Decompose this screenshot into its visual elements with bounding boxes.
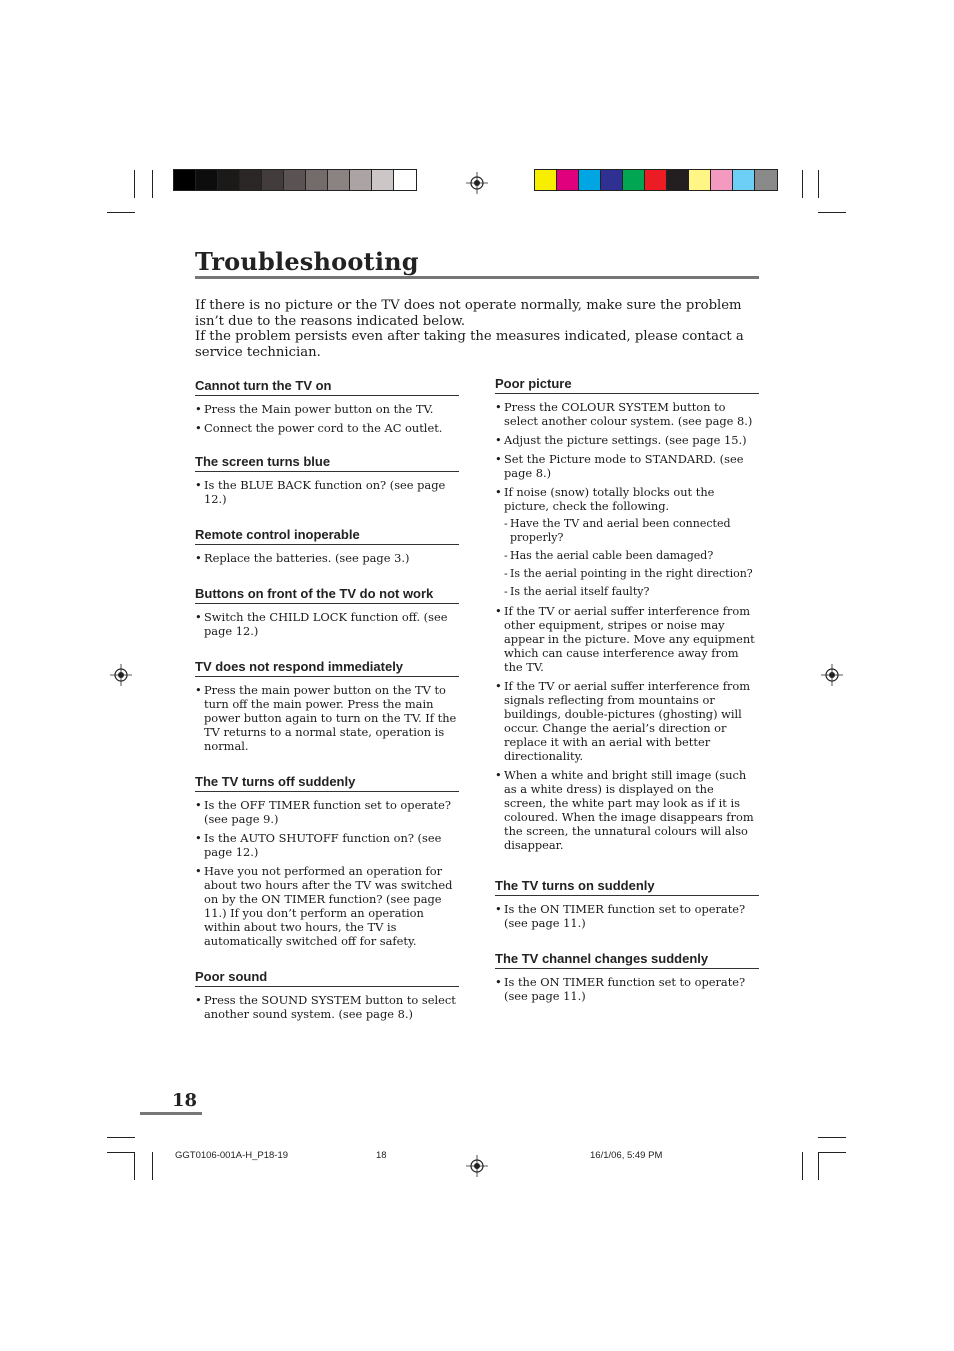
color-swatch bbox=[645, 170, 667, 190]
color-swatch bbox=[667, 170, 689, 190]
right-column bbox=[495, 376, 759, 1003]
list-item: • Is the BLUE BACK function on? (see page 12.) bbox=[195, 478, 459, 506]
section-poor-sound bbox=[195, 969, 459, 1021]
sub-list-item: - Is the aerial itself faulty? bbox=[495, 585, 759, 599]
crop-mark bbox=[107, 212, 135, 213]
crop-mark bbox=[134, 170, 135, 198]
section-heading: Poor sound bbox=[195, 969, 459, 987]
color-swatch bbox=[350, 170, 372, 190]
sub-list-item: - Have the TV and aerial been connected properly? bbox=[495, 517, 759, 545]
intro-text bbox=[195, 298, 765, 360]
list-item: • Press the COLOUR SYSTEM button to select another colour system. (see page 8.) bbox=[495, 400, 759, 428]
list-item: • Press the Main power button on the TV. bbox=[195, 402, 459, 416]
color-swatch bbox=[328, 170, 350, 190]
left-column bbox=[195, 376, 459, 1021]
list-item: • Switch the CHILD LOCK function off. (see page 12.) bbox=[195, 610, 459, 638]
footer-page: 18 bbox=[376, 1150, 387, 1161]
section-heading: The TV turns off suddenly bbox=[195, 774, 459, 792]
crop-mark bbox=[107, 1152, 135, 1153]
list-item: • Adjust the picture settings. (see page 15.) bbox=[495, 433, 759, 447]
section-buttons-not-work bbox=[195, 586, 459, 638]
color-swatch bbox=[623, 170, 645, 190]
color-swatch bbox=[601, 170, 623, 190]
section-heading: Remote control inoperable bbox=[195, 527, 459, 545]
list-item: • Set the Picture mode to STANDARD. (see page 8.) bbox=[495, 452, 759, 480]
crop-mark bbox=[802, 170, 803, 198]
section-poor-picture bbox=[495, 376, 759, 852]
list-item: • Is the ON TIMER function set to operate? (see page 11.) bbox=[495, 975, 759, 1003]
list-item: • If the TV or aerial suffer interference from signals reflecting from mountains or buildings, double-pictures (ghosting) will occur. Change the aerial’s direction or replace it with an aerial with better directionality. bbox=[495, 679, 759, 763]
color-swatch bbox=[394, 170, 416, 190]
section-screen-blue bbox=[195, 454, 459, 506]
color-swatch bbox=[174, 170, 196, 190]
section-cannot-turn-on bbox=[195, 378, 459, 435]
section-remote-inoperable bbox=[195, 527, 459, 565]
color-swatch bbox=[262, 170, 284, 190]
list-item: • When a white and bright still image (such as a white dress) is displayed on the screen, the white part may look as if it is coloured. When the image disappears from the screen, the unnatural colours will also disappear. bbox=[495, 768, 759, 852]
registration-mark-icon bbox=[821, 664, 843, 686]
section-channel-changes bbox=[495, 951, 759, 1003]
color-swatch bbox=[557, 170, 579, 190]
crop-mark bbox=[152, 1152, 153, 1180]
list-item: • Have you not performed an operation for about two hours after the TV was switched on by the ON TIMER function? (see page 11.) If you don’t perform an operation within about two hours, the TV is automatically switched off for safety. bbox=[195, 864, 459, 948]
color-swatch bbox=[535, 170, 557, 190]
color-swatch bbox=[755, 170, 777, 190]
color-swatch bbox=[372, 170, 394, 190]
footer-timestamp: 16/1/06, 5:49 PM bbox=[590, 1150, 663, 1161]
registration-mark-icon bbox=[466, 1155, 488, 1177]
page-title: Troubleshooting bbox=[195, 247, 419, 276]
grayscale-color-bar bbox=[173, 169, 417, 191]
page-number: 18 bbox=[172, 1090, 198, 1111]
list-item: • If the TV or aerial suffer interference from other equipment, stripes or noise may appear in the picture. Move any equipment which can cause interference away from the TV. bbox=[495, 604, 759, 674]
intro-paragraph: If there is no picture or the TV does not operate normally, make sure the problem isn’t due to the reasons indicated below. bbox=[195, 298, 742, 329]
page-number-underline bbox=[140, 1112, 202, 1115]
section-turns-off bbox=[195, 774, 459, 948]
crop-mark bbox=[802, 1152, 803, 1180]
list-item: • Connect the power cord to the AC outlet. bbox=[195, 421, 459, 435]
color-swatch bbox=[689, 170, 711, 190]
color-swatch bbox=[711, 170, 733, 190]
list-item: • Press the SOUND SYSTEM button to select another sound system. (see page 8.) bbox=[195, 993, 459, 1021]
intro-paragraph: If the problem persists even after taking the measures indicated, please contact a service technician. bbox=[195, 329, 744, 360]
list-item: • Replace the batteries. (see page 3.) bbox=[195, 551, 459, 565]
sub-list-item: - Has the aerial cable been damaged? bbox=[495, 549, 759, 563]
color-swatch bbox=[733, 170, 755, 190]
list-item: • Is the AUTO SHUTOFF function on? (see page 12.) bbox=[195, 831, 459, 859]
section-heading: The TV turns on suddenly bbox=[495, 878, 759, 896]
section-heading: Poor picture bbox=[495, 376, 759, 394]
list-item: • Is the ON TIMER function set to operate? (see page 11.) bbox=[495, 902, 759, 930]
registration-mark-icon bbox=[110, 664, 132, 686]
crop-mark bbox=[818, 1152, 846, 1153]
section-heading: The screen turns blue bbox=[195, 454, 459, 472]
footer-file-code: GGT0106-001A-H_P18-19 bbox=[175, 1150, 289, 1161]
crop-mark bbox=[818, 1152, 819, 1180]
list-item: • Press the main power button on the TV to turn off the main power. Press the main power button again to turn on the TV. If the TV returns to a normal state, operation is normal. bbox=[195, 683, 459, 753]
crop-mark bbox=[134, 1152, 135, 1180]
sub-list-item: - Is the aerial pointing in the right direction? bbox=[495, 567, 759, 581]
crop-mark bbox=[152, 170, 153, 198]
cmyk-color-bar bbox=[534, 169, 778, 191]
registration-mark-icon bbox=[466, 172, 488, 194]
section-heading: The TV channel changes suddenly bbox=[495, 951, 759, 969]
color-swatch bbox=[240, 170, 262, 190]
list-item: • If noise (snow) totally blocks out the picture, check the following. bbox=[495, 485, 759, 513]
color-swatch bbox=[579, 170, 601, 190]
list-item: • Is the OFF TIMER function set to operate? (see page 9.) bbox=[195, 798, 459, 826]
color-swatch bbox=[218, 170, 240, 190]
color-swatch bbox=[306, 170, 328, 190]
title-underline bbox=[195, 276, 759, 279]
crop-mark bbox=[818, 212, 846, 213]
section-turns-on bbox=[495, 878, 759, 930]
color-swatch bbox=[284, 170, 306, 190]
section-heading: TV does not respond immediately bbox=[195, 659, 459, 677]
section-not-respond bbox=[195, 659, 459, 753]
crop-mark bbox=[818, 170, 819, 198]
section-heading: Cannot turn the TV on bbox=[195, 378, 459, 396]
crop-mark bbox=[107, 1137, 135, 1138]
crop-mark bbox=[818, 1137, 846, 1138]
section-heading: Buttons on front of the TV do not work bbox=[195, 586, 459, 604]
color-swatch bbox=[196, 170, 218, 190]
